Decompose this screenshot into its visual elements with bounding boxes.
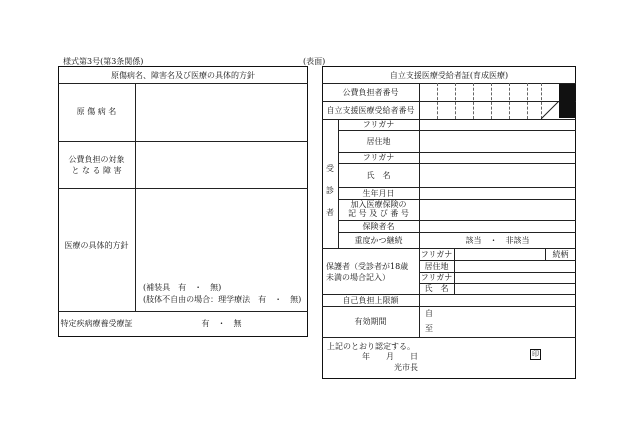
payer-number-label: 公費負担者番号: [342, 88, 399, 97]
divider: [322, 248, 576, 249]
birthdate-label: 生年月日: [362, 189, 395, 198]
recipient-number-label: 自立支援医療受給者番号: [326, 106, 415, 115]
disability-label-2: と な る 障 害: [71, 166, 122, 175]
seal-box: 印: [532, 350, 539, 358]
divider: [338, 163, 576, 164]
specific-disease-label: 特定疾病療養受療証: [60, 319, 133, 328]
physio-note: (肢体不自由の場合：理学療法 有 ・ 無): [143, 295, 302, 304]
diagonal-cell: [541, 101, 559, 119]
date-line: 年 月 日: [362, 352, 418, 361]
digit-divider: [455, 83, 456, 119]
divider: [322, 83, 576, 84]
policy-label: 医療の具体的方針: [64, 241, 129, 250]
insurance-label-2: 記 号 及 び 番 号: [348, 209, 409, 218]
divider: [58, 83, 308, 84]
guardian-furigana-label: フリガナ: [420, 273, 453, 282]
digit-divider: [527, 83, 528, 119]
digit-divider: [491, 83, 492, 119]
certification-text: 上記のとおり認定する。: [327, 342, 415, 351]
divider: [58, 311, 308, 312]
insurer-label: 保険者名: [362, 222, 395, 231]
valid-to-label: 至: [425, 324, 433, 333]
diagnosis-label: 原 傷 病 名: [76, 107, 117, 116]
valid-from-label: 自: [425, 309, 433, 318]
divider: [338, 187, 576, 188]
divider: [322, 101, 576, 102]
disability-label-1: 公費負担の対象: [68, 155, 125, 164]
divider: [338, 220, 576, 221]
right-title: 自立支援医療受給者証(育成医療): [389, 71, 509, 80]
divider: [419, 294, 420, 337]
device-note: (補装具 有 ・ 無): [143, 283, 222, 292]
specific-disease-value: 有 ・ 無: [201, 319, 242, 328]
digit-divider: [473, 83, 474, 119]
digit-divider: [437, 83, 438, 119]
furigana-label: フリガナ: [362, 153, 395, 162]
digit-divider: [509, 83, 510, 119]
form-number: 様式第3号(第3条関係): [63, 57, 144, 66]
divider: [322, 294, 576, 295]
side-label: (表面): [303, 57, 326, 66]
divider: [338, 232, 576, 233]
guardian-label-1: 保護者（受診者が18歳: [326, 262, 409, 271]
guardian-furigana-label: フリガナ: [420, 250, 453, 259]
divider: [419, 260, 576, 261]
severe-value: 該当 ・ 非該当: [465, 236, 530, 245]
divider: [338, 130, 576, 131]
validity-label: 有効期間: [354, 317, 387, 326]
divider: [135, 83, 136, 311]
relation-label: 続柄: [552, 250, 569, 259]
copay-limit-label: 自己負担上限額: [342, 296, 399, 305]
name-label: 氏 名: [366, 171, 391, 180]
insurance-label-1: 加入医療保険の: [350, 200, 407, 209]
severe-label: 重度かつ継続: [354, 236, 403, 245]
divider: [58, 188, 308, 189]
address-label: 居住地: [366, 137, 391, 146]
guardian-name-label: 氏 名: [424, 284, 449, 293]
black-cell: [559, 84, 575, 118]
divider: [322, 306, 576, 307]
divider: [58, 141, 308, 142]
left-title: 原傷病名、障害名及び医療の具体的方針: [111, 71, 255, 80]
divider: [419, 119, 420, 248]
divider: [454, 248, 455, 294]
patient-group-label: 受 診 者: [326, 164, 334, 217]
divider: [419, 83, 420, 119]
guardian-label-2: 未満の場合記入）: [326, 273, 390, 282]
furigana-label: フリガナ: [362, 120, 395, 129]
divider: [322, 337, 576, 338]
guardian-address-label: 居住地: [424, 262, 449, 271]
mayor-label: 光市長: [394, 363, 418, 372]
